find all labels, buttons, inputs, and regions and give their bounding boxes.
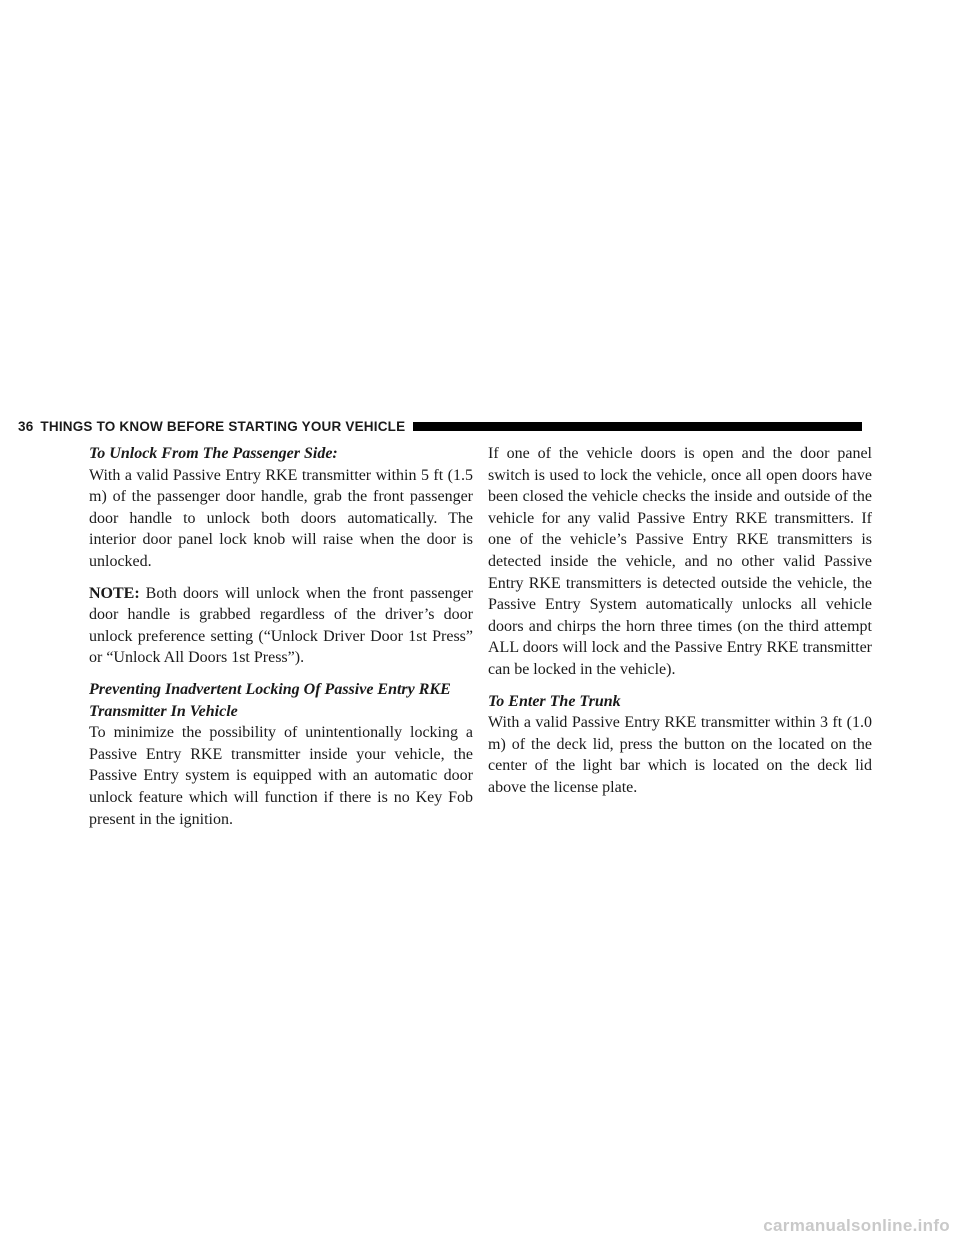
section-title: THINGS TO KNOW BEFORE STARTING YOUR VEHICLE [40, 418, 406, 434]
prevent-locking-body: To minimize the possibility of unintentionally locking a Passive Entry RKE transmitter inside your vehicle, the Passive Entry system is equipped with an automatic door unlock feature which will function if there is no Key Fob present in the ignition. [89, 724, 473, 828]
door-open-paragraph: If one of the vehicle doors is open and the door panel switch is used to lock the vehicle, once all open doors have been closed the vehicle checks the inside and outside of the vehicle for any valid Passive Entry RKE transmitters. If one of the vehicle’s Passive Entry RKE transmitters is detected inside the vehicle, and no other valid Passive Entry RKE transmitters is detected outside the vehicle, the Passive Entry System automatically unlocks all vehicle doors and chirps the horn three times (on the third attempt ALL doors will lock and the Passive Entry RKE transmitter can be locked in the vehicle). [488, 445, 872, 678]
page-header [0, 416, 862, 436]
note-text: Both doors will unlock when the front passenger door handle is grabbed regardless of the driver’s door unlock preference setting (“Unlock Driver Door 1st Press” or “Unlock All Doors 1st Press”). [89, 584, 473, 667]
watermark-text: carmanualsonline.info [763, 1216, 950, 1235]
left-column [89, 443, 473, 840]
right-column [488, 443, 872, 809]
unlock-passenger-section [89, 443, 473, 573]
enter-trunk-section [488, 691, 872, 799]
unlock-passenger-body: With a valid Passive Entry RKE transmitter within 5 ft (1.5 m) of the passenger door handle, grab the front passenger door handle to unlock both doors automatically. The interior door panel lock knob will raise when the door is unlocked. [89, 466, 473, 570]
note-paragraph [89, 583, 473, 669]
unlock-passenger-heading: To Unlock From The Passenger Side: [89, 445, 338, 462]
enter-trunk-body: With a valid Passive Entry RKE transmitter within 3 ft (1.0 m) of the deck lid, press the button on the located on the center of the light bar which is located on the deck lid above the license plate. [488, 714, 872, 796]
prevent-locking-heading: Preventing Inadvertent Locking Of Passive Entry RKE Transmitter In Vehicle [89, 680, 451, 720]
enter-trunk-heading: To Enter The Trunk [488, 692, 621, 710]
note-label: NOTE: [89, 584, 140, 602]
prevent-locking-section [89, 679, 473, 830]
page-number: 36 [18, 418, 34, 434]
header-rule [413, 422, 862, 431]
